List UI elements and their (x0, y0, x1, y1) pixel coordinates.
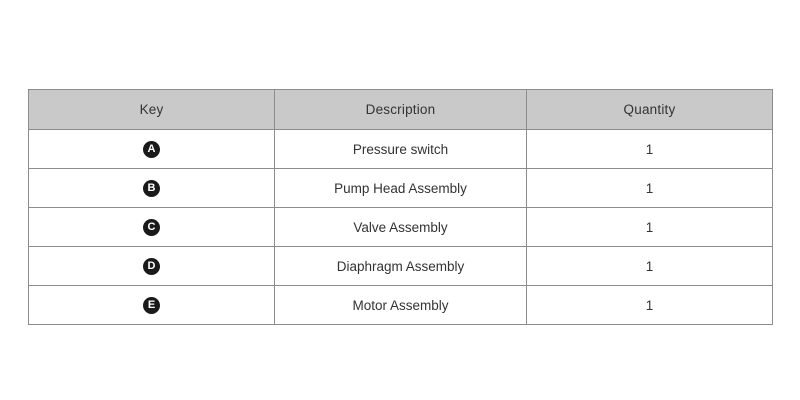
cell-description: Pump Head Assembly (275, 169, 527, 208)
table-row (29, 208, 773, 247)
table-header-row (29, 90, 773, 130)
column-header-description: Description (275, 90, 527, 130)
key-badge-icon: D (143, 258, 160, 275)
key-badge-icon: B (143, 180, 160, 197)
cell-quantity: 1 (527, 286, 773, 325)
cell-key (29, 247, 275, 286)
table-row (29, 247, 773, 286)
cell-quantity: 1 (527, 169, 773, 208)
cell-key (29, 169, 275, 208)
key-badge-icon: E (143, 297, 160, 314)
table-body (29, 130, 773, 325)
table-row (29, 130, 773, 169)
table-header (29, 90, 773, 130)
key-badge-icon: C (143, 219, 160, 236)
table-row (29, 169, 773, 208)
cell-description: Valve Assembly (275, 208, 527, 247)
parts-table (28, 89, 773, 325)
cell-quantity: 1 (527, 247, 773, 286)
cell-quantity: 1 (527, 208, 773, 247)
cell-description: Diaphragm Assembly (275, 247, 527, 286)
column-header-key: Key (29, 90, 275, 130)
cell-key (29, 130, 275, 169)
parts-table-container (28, 89, 772, 325)
cell-key (29, 286, 275, 325)
cell-description: Motor Assembly (275, 286, 527, 325)
column-header-quantity: Quantity (527, 90, 773, 130)
cell-key (29, 208, 275, 247)
table-row (29, 286, 773, 325)
cell-quantity: 1 (527, 130, 773, 169)
key-badge-icon: A (143, 141, 160, 158)
cell-description: Pressure switch (275, 130, 527, 169)
